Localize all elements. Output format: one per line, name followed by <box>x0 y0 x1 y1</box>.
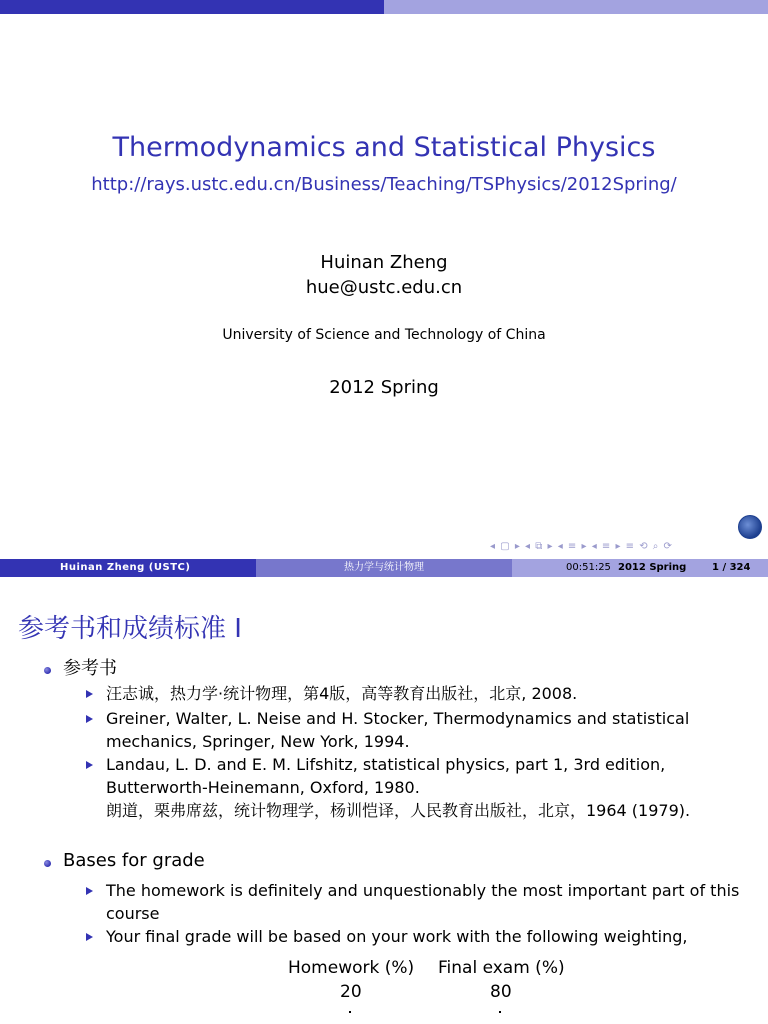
footer-page-number: 1 / 324 <box>712 562 751 573</box>
table-header-homework: Homework (%) <box>288 958 415 978</box>
university-logo-icon <box>738 515 762 539</box>
footer-author: Huinan Zheng (USTC) <box>60 562 191 573</box>
footer-right-section <box>512 559 768 577</box>
table-cell-final-exam: 80 <box>490 982 512 1002</box>
grade-item: The homework is definitely and unquestionably the most important part of this course <box>106 881 740 923</box>
author-email: hue@ustc.edu.cn <box>305 277 463 298</box>
footer-time: 00:51:25 <box>566 562 611 573</box>
slide-title: Thermodynamics and Statistical Physics <box>112 132 656 163</box>
grade-heading: Bases for grade <box>63 850 205 871</box>
course-url-link[interactable]: http://rays.ustc.edu.cn/Business/Teaching/TSPhysics/2012Spring/ <box>91 174 677 195</box>
footer-author-section <box>0 559 256 577</box>
refs-heading: 参考书 <box>63 658 117 679</box>
table-continuation-dot <box>499 1011 501 1013</box>
ref-item: Greiner, Walter, L. Neise and H. Stocker, Thermodynamics and statistical mechanics, Springer, New York, 1994. <box>106 709 690 751</box>
bullet-icon <box>44 667 51 674</box>
references-slide <box>0 578 768 1024</box>
footer-term: 2012 Spring <box>618 562 687 573</box>
beamer-navigation-icons[interactable]: ◂ ▢ ▸ ◂ ⧉ ▸ ◂ ≡ ▸ ◂ ≡ ▸ ≡ ⟲ ⌕ ⟳ <box>490 541 673 552</box>
triangle-bullet-icon <box>86 887 93 895</box>
table-header-final-exam: Final exam (%) <box>438 958 565 978</box>
top-bar <box>0 0 768 14</box>
table-continuation-dot <box>349 1011 351 1013</box>
triangle-bullet-icon <box>86 933 93 941</box>
author-name: Huinan Zheng <box>320 252 448 273</box>
slide-footer <box>0 559 768 577</box>
table-cell-homework: 20 <box>340 982 362 1002</box>
bullet-icon <box>44 860 51 867</box>
presentation-date: 2012 Spring <box>329 377 439 398</box>
top-bar-right <box>384 0 768 14</box>
institution: University of Science and Technology of China <box>222 327 546 343</box>
ref-item: Landau, L. D. and E. M. Lifshitz, statistical physics, part 1, 3rd edition, Butterworth-Heinemann, Oxford, 1980. <box>106 755 666 797</box>
triangle-bullet-icon <box>86 761 93 769</box>
footer-course: 热力学与统计物理 <box>256 559 512 577</box>
ref-item: 汪志诚，热力学·统计物理，第4版，高等教育出版社，北京, 2008. <box>106 684 578 703</box>
slide2-title: 参考书和成绩标准 I <box>18 614 242 644</box>
triangle-bullet-icon <box>86 715 93 723</box>
top-bar-left <box>0 0 384 14</box>
triangle-bullet-icon <box>86 690 93 698</box>
ref-item: 朗道，栗弗席兹，统计物理学，杨训恺译，人民教育出版社，北京，1964 (1979). <box>106 801 691 820</box>
grade-item: Your final grade will be based on your work with the following weighting, <box>106 927 688 946</box>
